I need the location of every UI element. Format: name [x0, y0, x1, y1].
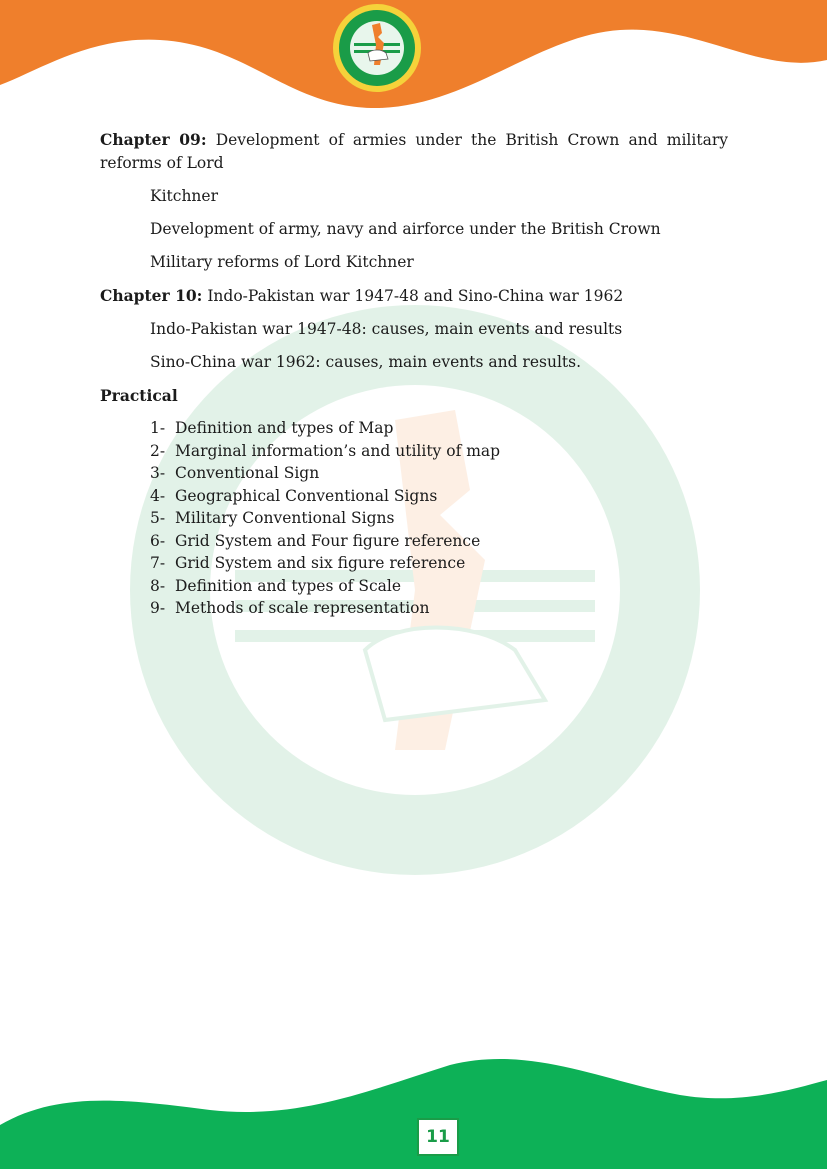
practical-heading: Practical [100, 386, 178, 405]
list-item [150, 597, 728, 620]
list-item-number: 7- [150, 554, 166, 572]
list-item-number: 9- [150, 599, 166, 617]
chapter-title: Indo-Pakistan war 1947-48 and Sino-China war 1962 [207, 287, 624, 305]
chapter-topic: Kitchner [150, 187, 218, 205]
page-number: 11 [417, 1118, 459, 1156]
list-item-text: Marginal information’s and utility of map [175, 441, 501, 460]
chapter-title: Development of armies under the British Crown and military reforms of Lord [100, 131, 728, 172]
list-item [150, 507, 728, 530]
list-item-text: Grid System and six figure reference [175, 554, 466, 572]
list-item-text: Geographical Conventional Signs [175, 486, 438, 505]
list-item-text: Military Conventional Signs [175, 509, 395, 527]
chapter-heading [100, 128, 728, 175]
practical-list [100, 417, 728, 620]
list-item-text: Methods of scale representation [175, 599, 430, 617]
list-item [150, 575, 728, 598]
list-item [150, 417, 728, 440]
list-item [150, 552, 728, 575]
list-item-number: 1- [150, 419, 166, 437]
board-seal-icon [332, 3, 422, 93]
list-item [150, 485, 728, 508]
chapter-topic: Indo-Pakistan war 1947-48: causes, main events and results [150, 320, 623, 338]
chapter-topic: Development of army, navy and airforce under the British Crown [150, 220, 661, 238]
list-item-number: 6- [150, 531, 166, 550]
list-item-text: Definition and types of Map [175, 419, 394, 437]
chapter-heading [100, 284, 728, 308]
list-item-text: Definition and types of Scale [175, 576, 402, 595]
footer-band [0, 1050, 827, 1169]
list-item-number: 8- [150, 576, 166, 595]
chapter-label: Chapter 09: [100, 130, 207, 149]
list-item [150, 462, 728, 485]
chapter-label: Chapter 10: [100, 286, 203, 305]
list-item-text: Conventional Sign [175, 464, 320, 482]
list-item [150, 440, 728, 463]
list-item [150, 530, 728, 553]
list-item-number: 3- [150, 464, 166, 482]
chapter-topic: Military reforms of Lord Kitchner [150, 253, 414, 271]
list-item-text: Grid System and Four figure reference [175, 531, 481, 550]
list-item-number: 2- [150, 441, 166, 460]
list-item-number: 5- [150, 509, 166, 527]
syllabus-content [100, 128, 728, 620]
chapter-topic: Sino-China war 1962: causes, main events and results. [150, 353, 582, 371]
list-item-number: 4- [150, 486, 166, 505]
